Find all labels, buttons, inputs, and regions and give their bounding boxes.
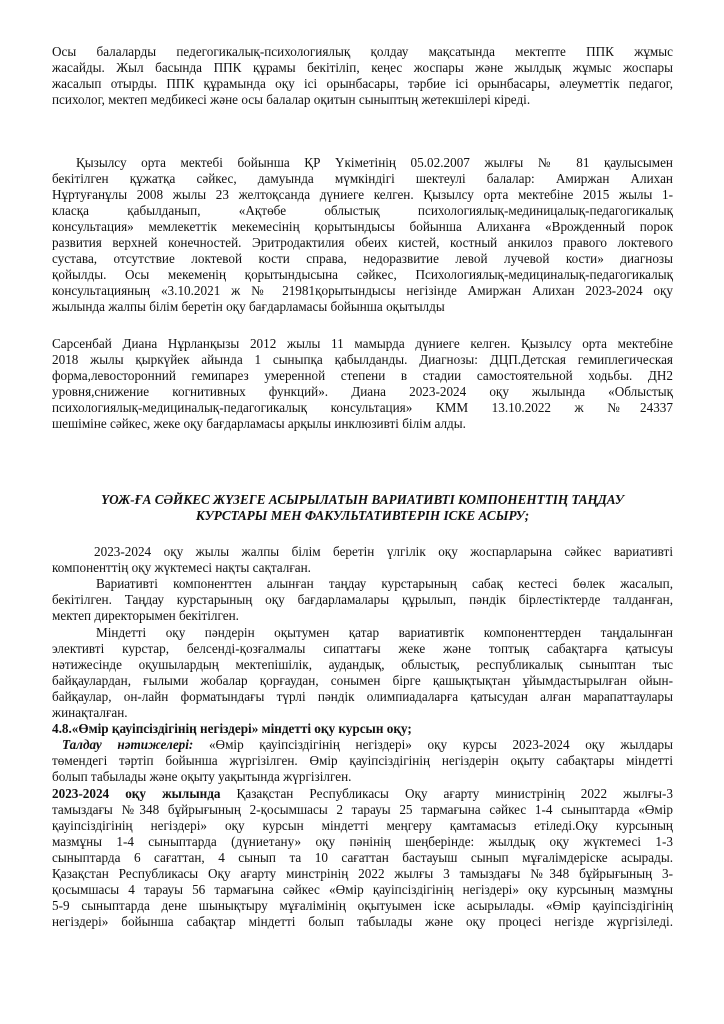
text-line: компоненттің оқу жүктемесі нақты сақталған. [52, 560, 311, 575]
text-line: 2023-2024 оқу жылы жалпы білім беретін үлгілік оқу жоспарларына сәйкес вариативті [94, 544, 673, 559]
text-line: Міндетті оқу пәндерін оқытумен қатар вариативтік компоненттерден таңдалынған [96, 625, 673, 640]
text-line: жылында жалпы білім беретін оқу бағдарламасы бойынша оқытылды [52, 299, 445, 314]
text-line [52, 786, 673, 802]
text-line: Сарсенбай Диана Нұрланқызы 2012 жылы 11 мамырда дүниеге келген. Қызылсу орта мектебіне [52, 336, 673, 351]
text-line: бекітілген. Таңдау курстарының оқу бағдарламалары құрылып, пәндік бірлестіктерде талданған, [52, 592, 673, 607]
paragraph-amirzhan [52, 155, 673, 315]
text-line: шешіміне сәйкес, жеке оқу бағдарламасы арқылы инклюзивті білім алды. [52, 416, 466, 431]
text-line: Вариативті компоненттен алынған таңдау курстарының сабақ кестесі бөлек жасалып, [96, 576, 673, 591]
paragraph-analysis [52, 737, 673, 785]
text-line: Қазақстан Республикасы Оқу ағарту минстрінің 2022 жылғы 3 тамыздағы №348 бұйрығының 3- [52, 866, 673, 881]
year-lead: 2023-2024 оқу жылында [52, 786, 221, 801]
text-line: форма,левосторонний гемипарез умеренной степени в стадии самостоятельной ходьбы. ДН2 [52, 368, 673, 383]
text-line: негіздері» бойынша сабақтар міндетті болып табылады және оқу процесі негізде жүргізіледі. [52, 914, 673, 929]
text-line: 5-9 сыныптарда дене шынықтыру мұғалімінің оқытуымен іске асырылады. «Өмір қауіпсіздігінің [52, 898, 673, 913]
text-line: Қызылсу орта мектебі бойынша ҚР Үкіметінің 05.02.2007 жылғы № 81 қаулысымен [76, 155, 673, 170]
paragraph-variative-load [52, 544, 673, 576]
text-line: жинақталған. [52, 705, 128, 720]
text-line: класқа қабылданып, «Ақтөбе облыстық психологиялық-мединицалық-педагогикалық [52, 203, 673, 218]
paragraph-schedule [52, 576, 673, 624]
text-line: консультация» мемлекеттік мекемесінің қорытындысы бойынша Алиханға «Врожденный порок [52, 219, 673, 234]
text-line: психолог, мектеп медбикесі және осы балалар оқитын сыныптың жетекшілері кіреді. [52, 92, 531, 107]
text-line: элективті курстар, белсенді-қозғалмалы сипаттағы жеке және топтық сабақтарға қатысуы [52, 641, 673, 656]
paragraph-diana [52, 336, 673, 432]
text-line: төмендегі тәртіп бойынша жүргізілген. Өмір қауіпсіздігінің негіздерін оқыту сабақтары міндетті [52, 753, 673, 768]
text-line: Нұртуғанұлы 2008 жылы 23 желтоқсанда дүниеге келген. Қызылсу орта мектебіне 2015 жылы 1- [52, 187, 673, 202]
heading-line: КУРСТАРЫ МЕН ФАКУЛЬТАТИВТЕРІН ІСКЕ АСЫРУ; [195, 508, 530, 523]
text-line: развития верхней конечностей. Эритродактилия обеих кистей, костный анкилоз правого локтевого [52, 235, 673, 250]
paragraph-electives [52, 625, 673, 721]
text-line: 2018 жылы қыркүйек айында 1 сыныпқа қабылданды. Диагнозы: ДЦП.Детская гемиплегическая [52, 352, 673, 367]
text-line: мазмұны 1-4 сыныптарда (дүниетану» оқу пәнінің шеңберінде: жылдық оқу жүктемесі 1-3 [52, 834, 673, 849]
text-line: қосымшасы 4 тарауы 56 тармағына сәйкес «Өмір қауіпсіздігінің негіздері» оқу курсының мазмұны [52, 882, 673, 897]
analysis-text: «Өмір қауіпсіздігінің негіздері» оқу курсы 2023-2024 оқу жылдары [193, 737, 674, 752]
text-line: болып табылады және оқыту уақытында жүргізілген. [52, 769, 352, 784]
text-line [52, 737, 673, 753]
text-line: жасалып отырды. ППК құрамында оқу ісі орынбасары, тәрбие ісі орынбасары, әлеуметтік педагог, [52, 76, 673, 91]
final-text: Қазақстан Республикасы Оқу ағарту министрінің 2022 жылғы-3 [220, 786, 673, 801]
text-line: қауіпсіздігінің негіздері» оқу курсын міндетті меңгеру қамтамасыз етіледі.Оқу курсының [52, 818, 673, 833]
text-line: бекітілген құжатқа сәйкес, дамуында мүмкіндігі шектеулі балалар: Амиржан Алихан [52, 171, 673, 186]
section-heading [52, 492, 673, 524]
text-line: жасайды. Жыл басында ППК құрамы бекітіліп, кеңес жоспары және жылдық жұмыс жоспары [52, 60, 673, 75]
analysis-label: Талдау нәтижелері: [62, 737, 194, 752]
text-line: байқаулардан, ғылыми жобалар қорғаудан, сонымен бірге қашықтықтан ұйымдастырылған ойын- [52, 673, 673, 688]
text-line: психологиялық-медициналық-педагогикалық консультация» КММ 13.10.2022 ж №24337 [52, 400, 673, 415]
text-line: сустава, отсутствие локтевой кости справа, недоразвитие левой лучевой кости» диагнозы [52, 251, 673, 266]
paragraph-ppk [52, 44, 673, 108]
text-line: нәтижесінде оқушылардың мектепішілік, аудандық, облыстық, республикалық сыныптан тыс [52, 657, 673, 672]
text-line: сыныптарда 6 сағаттан, 4 сынып та 10 сағаттан бастауыш сынып мұғалімдеріске асырады. [52, 850, 673, 865]
paragraph-final [52, 786, 673, 930]
text-line: уровня,снижение когнитивных функций». Диана 2023-2024 оқу жылында «Облыстық [52, 384, 673, 399]
text-line: байқаулар, он-лайн форматындағы түрлі пәндік олимпиадаларға қатысудан алған марапаттаулары [52, 689, 673, 704]
text-line: тамыздағы №348 бұйрығының 2-қосымшасы 2 тарауы 25 тармағына сәйкес 1-4 сыныптарда «Өмір [52, 802, 673, 817]
text-line: Осы балаларды педегогикалық-психологиялық қолдау мақсатында мектепте ППК жұмыс [52, 44, 673, 59]
text-line: қойылды. Осы мекеменің қорытындысына сәйкес, Психологиялық-медициналық-педагогикалық [52, 267, 673, 282]
heading-line: ҮОЖ-ҒА СӘЙКЕС ЖҮЗЕГЕ АСЫРЫЛАТЫН ВАРИАТИВТІ КОМПОНЕНТТІҢ ТАҢДАУ [101, 492, 624, 507]
text-line: мектеп директорымен бекітілген. [52, 608, 239, 623]
text-line: консультацияның «3.10.2021 ж № 21981қорытындысы негізінде Амиржан Алихан 2023-2024 оқу [52, 283, 673, 298]
subheading-4-8: 4.8.«Өмір қауіпсіздігінің негіздері» міндетті оқу курсын оқу; [52, 721, 412, 736]
